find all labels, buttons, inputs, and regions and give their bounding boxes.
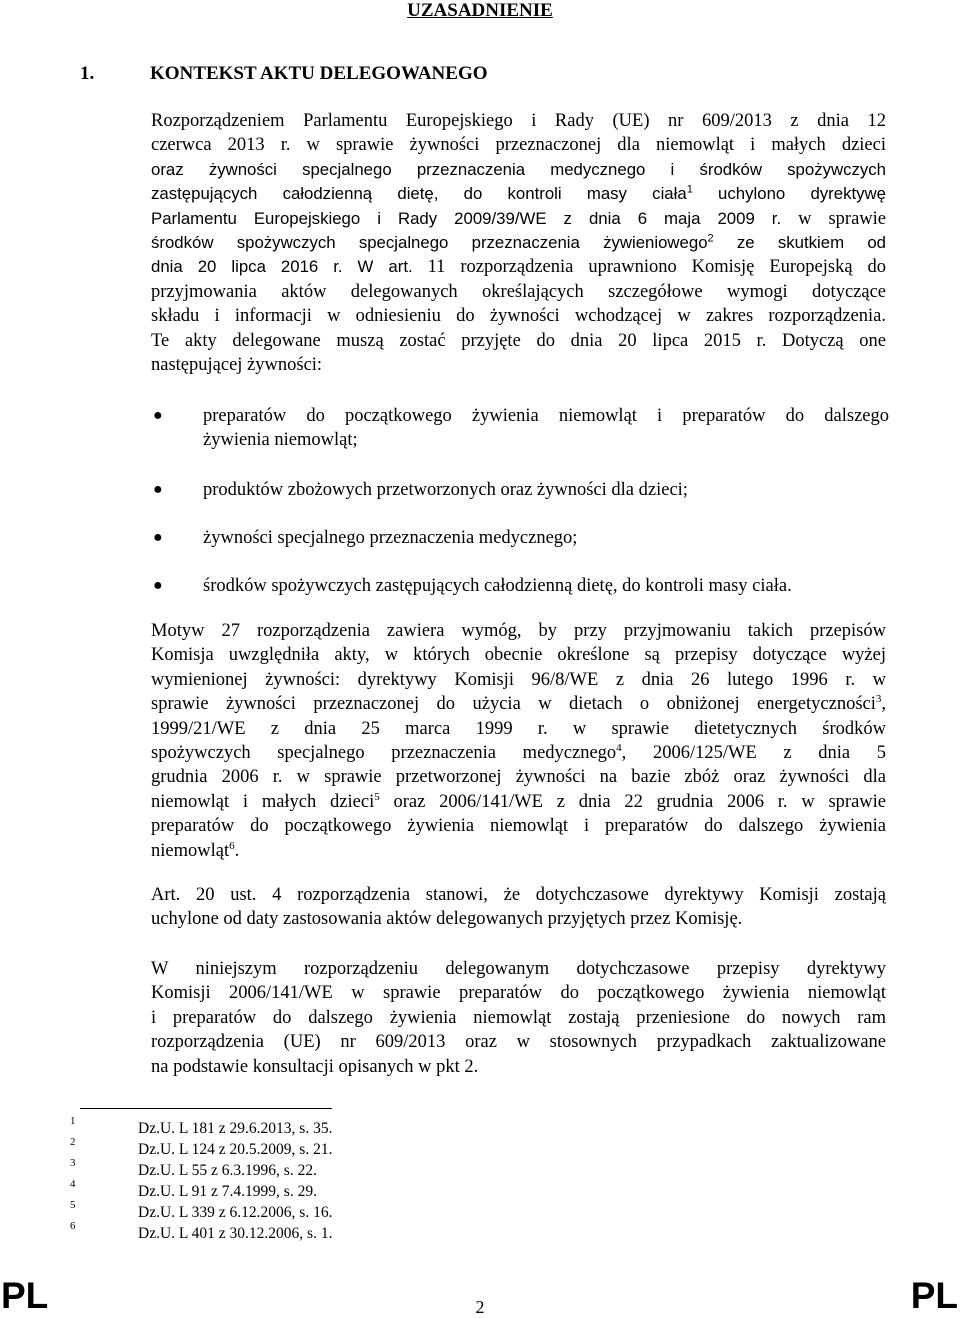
list-item-text: środków spożywczych zastępujących całodzienną dietę, do kontroli masy ciała. — [203, 576, 792, 596]
text-line: wymienionej żywności: dyrektywy Komisji 96/8/WE z dnia 26 lutego 1996 r. w — [151, 669, 886, 690]
text-line: Te akty delegowane muszą zostać przyjęte do dnia 20 lipca 2015 r. Dotyczą one — [151, 330, 886, 351]
footnote-text: Dz.U. L 91 z 7.4.1999, s. 29. — [138, 1183, 317, 1200]
text-line: Komisji 2006/141/WE w sprawie preparatów do początkowego żywienia niemowląt — [151, 983, 886, 1004]
language-code-left: PL — [1, 1275, 49, 1316]
text-line: zastępujących całodzienną dietę, do kontroli masy ciała$^1$ uchylono dyrektywę — [151, 183, 886, 204]
section-title: KONTEKST AKTU DELEGOWANEGO — [150, 63, 488, 84]
bullet-icon: ● — [153, 577, 163, 594]
footnote-number: 1 — [70, 1115, 76, 1127]
bullet-icon: ● — [153, 481, 163, 498]
footnote-number: 2 — [70, 1136, 76, 1148]
text-line: spożywczych specjalnego przeznaczenia medycznego$^4$, 2006/125/WE z dnia 5 — [151, 741, 887, 764]
list-item-text: produktów zbożowych przetworzonych oraz żywności dla dzieci; — [203, 480, 688, 500]
text-line: czerwca 2013 r. w sprawie żywności przeznaczonej dla niemowląt i małych dzieci — [151, 135, 886, 156]
footnote-ref: 5 — [374, 790, 380, 803]
text-line: Komisja uwzględniła akty, w których obecnie określone są przepisy dotyczące wyżej — [151, 645, 886, 666]
footnote — [70, 1199, 570, 1225]
page-title: UZASADNIENIE — [407, 0, 553, 21]
page-number: 2 — [475, 1297, 485, 1317]
footnote-text: Dz.U. L 181 z 29.6.2013, s. 35. — [138, 1120, 333, 1137]
text-line: i preparatów do dalszego żywienia niemowląt zostają przeniesione do nowych ram — [151, 1007, 886, 1028]
list-item-text: żywienia niemowląt; — [203, 430, 358, 451]
footnote — [70, 1136, 570, 1162]
footnote-separator — [80, 1108, 332, 1109]
text-line: środków spożywczych specjalnego przeznaczenia żywieniowego$^2$ ze skutkiem od — [151, 232, 886, 253]
text-line: W niniejszym rozporządzeniu delegowanym dotychczasowe przepisy dyrektywy — [151, 959, 886, 979]
text-line: sprawie żywności przeznaczonej do użycia w dietach o obniżonej energetyczności$^3$, — [151, 693, 886, 715]
footnote — [70, 1220, 570, 1246]
footnote — [70, 1115, 570, 1141]
paragraph-transfer — [151, 957, 886, 1079]
text-line: Motyw 27 rozporządzenia zawiera wymóg, by przy przyjmowaniu takich przepisów — [151, 621, 886, 641]
footnote-number: 6 — [70, 1220, 76, 1232]
text-line: na podstawie konsultacji opisanych w pkt 2. — [151, 1056, 479, 1077]
paragraph-recital — [151, 619, 886, 863]
footnote-number: 4 — [70, 1178, 76, 1190]
text-line: rozporządzenia (UE) nr 609/2013 oraz w stosownych przypadkach zaktualizowane — [151, 1032, 886, 1053]
list-item-text: żywności specjalnego przeznaczenia medycznego; — [203, 528, 578, 548]
footnote-text: Dz.U. L 124 z 20.5.2009, s. 21. — [138, 1141, 333, 1158]
footnote-ref: 6 — [229, 839, 235, 852]
footnote-number: 3 — [70, 1157, 76, 1169]
language-code-right: PL — [910, 1275, 958, 1316]
text-line: grudnia 2006 r. w sprawie przetworzonej żywności na bazie zbóż oraz żywności dla — [151, 767, 886, 788]
bullet-icon: ● — [153, 529, 163, 546]
paragraph-context — [151, 109, 886, 377]
text-line: składu i informacji w odniesieniu do żywności wchodzącej w zakres rozporządzenia. — [151, 306, 886, 327]
text-line: przyjmowania aktów delegowanych określających szczegółowe wymogi dotyczące — [151, 281, 886, 302]
text-line: uchylone od daty zastosowania aktów delegowanych przyjętych przez Komisję. — [151, 909, 743, 930]
text-line: preparatów do początkowego żywienia niemowląt i preparatów do dalszego żywienia — [151, 816, 886, 837]
text-line: następującej żywności: — [151, 355, 323, 376]
section-number: 1. — [80, 63, 95, 84]
footnote-number: 5 — [70, 1199, 76, 1211]
footnote-ref: 2 — [707, 232, 714, 245]
section-heading — [80, 62, 488, 86]
footnote-text: Dz.U. L 339 z 6.12.2006, s. 16. — [138, 1204, 333, 1221]
text-line: oraz żywności specjalnego przeznaczenia medycznego i środków spożywczych — [151, 159, 886, 179]
footnote — [70, 1178, 570, 1204]
text-line: Parlamentu Europejskiego i Rady 2009/39/WE z dnia 6 maja 2009 r. w sprawie — [151, 208, 886, 229]
footnote-text: Dz.U. L 401 z 30.12.2006, s. 1. — [138, 1225, 333, 1242]
footnote-ref: 1 — [686, 183, 693, 196]
text-line: niemowląt i małych dzieci$^5$ oraz 2006/141/WE z dnia 22 grudnia 2006 r. w sprawie — [151, 790, 886, 812]
text-line: dnia 20 lipca 2016 r. W art. 11 rozporządzenia uprawniono Komisję Europejską do — [151, 257, 887, 278]
text-line: niemowląt$^6$. — [151, 839, 240, 861]
text-line: Rozporządzeniem Parlamentu Europejskiego i Rady (UE) nr 609/2013 z dnia 12 — [151, 111, 886, 131]
footnotes — [70, 1115, 570, 1246]
list-item-text: preparatów do początkowego żywienia niemowląt i preparatów do dalszego — [203, 406, 889, 426]
paragraph-repeal — [151, 883, 886, 932]
footnote-ref: 4 — [616, 741, 622, 754]
bullet-icon: ● — [153, 407, 163, 424]
footnote-text: Dz.U. L 55 z 6.3.1996, s. 22. — [138, 1162, 317, 1179]
text-line: 1999/21/WE z dnia 25 marca 1999 r. w sprawie dietetycznych środków — [151, 718, 886, 739]
footnote — [70, 1157, 570, 1183]
text-line: Art. 20 ust. 4 rozporządzenia stanowi, że dotychczasowe dyrektywy Komisji zostają — [151, 885, 886, 905]
footnote-ref: 3 — [875, 693, 882, 706]
